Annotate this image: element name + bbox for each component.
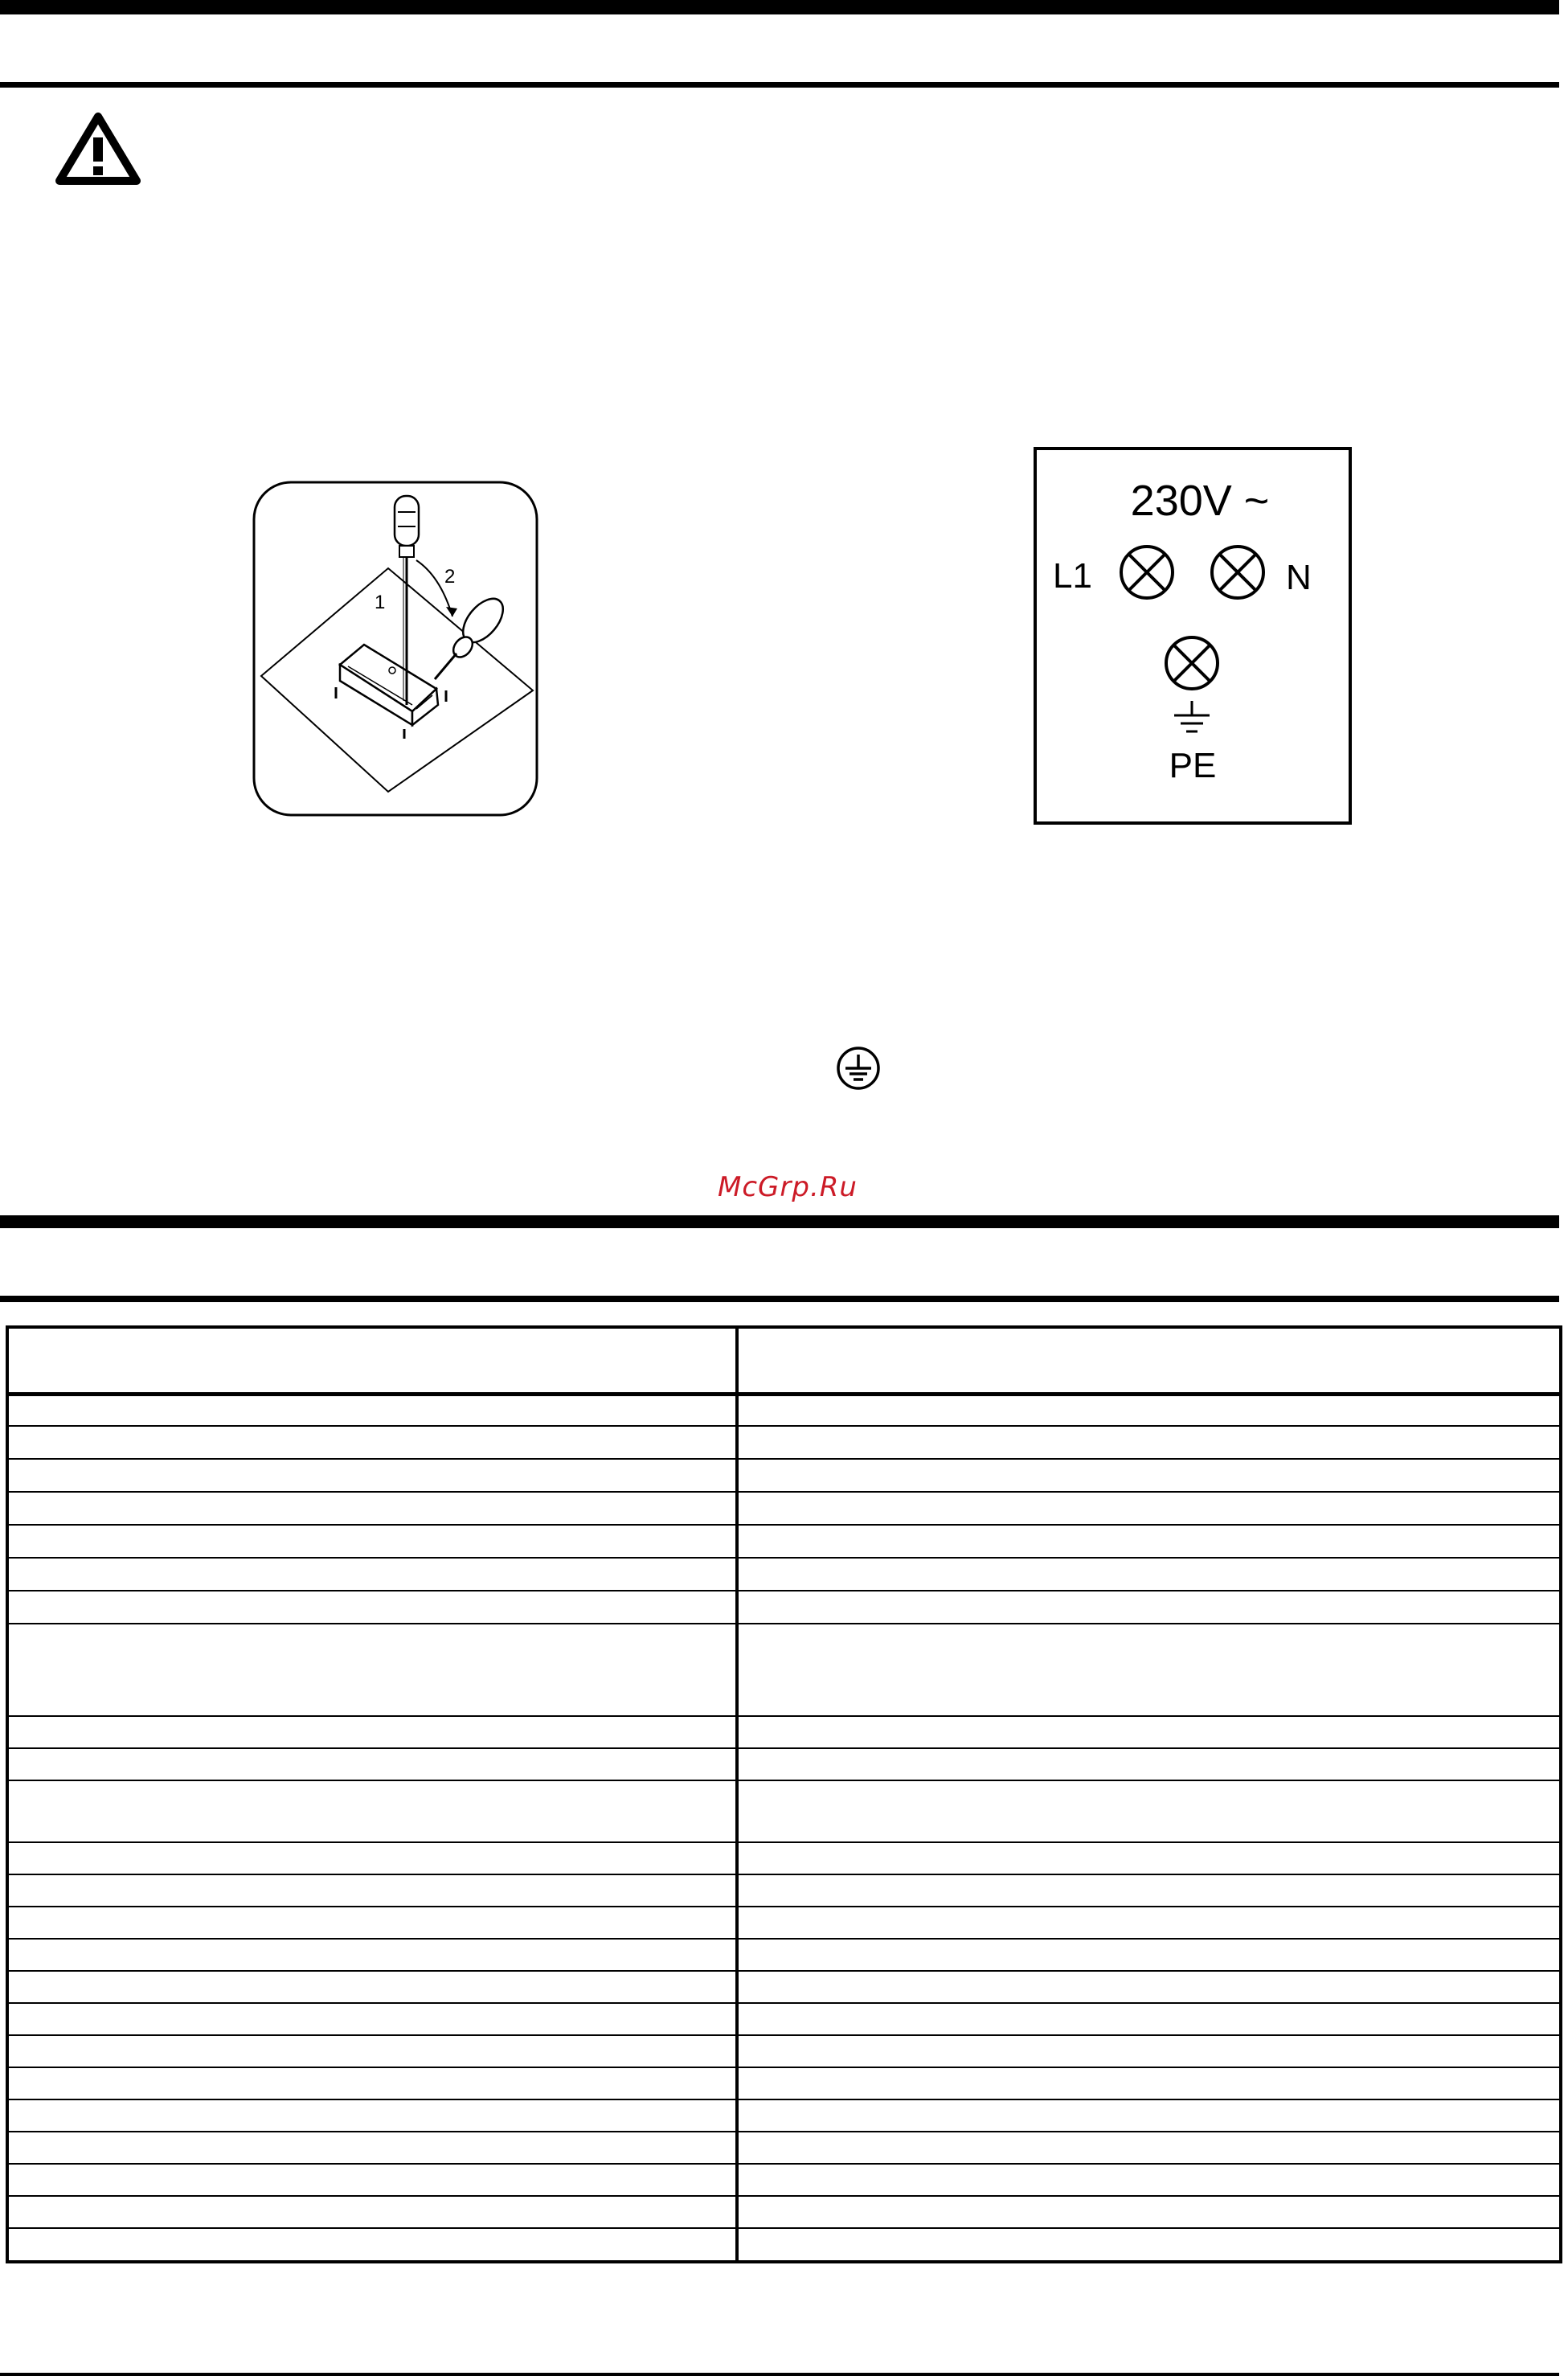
wiring-diagram (1034, 447, 1352, 825)
top-rule (0, 0, 1559, 14)
table-row (9, 2099, 1559, 2131)
table-row (9, 1780, 1559, 1841)
table-row (9, 2163, 1559, 2195)
table-row (9, 1557, 1559, 1590)
table-row (9, 1623, 1559, 1715)
table-row (9, 2227, 1559, 2260)
table-row (9, 1747, 1559, 1780)
table-row (9, 1970, 1559, 2002)
table-row (9, 2002, 1559, 2034)
table-row (9, 2131, 1559, 2163)
table-row (9, 1841, 1559, 1874)
specification-table (6, 1325, 1562, 2263)
neutral-label: N (1286, 558, 1312, 597)
earth-label: PE (1169, 746, 1217, 785)
terminal-n-icon (1209, 543, 1267, 601)
installation-illustration (252, 480, 539, 817)
table-row (9, 1524, 1559, 1557)
earth-symbol-icon (1172, 699, 1212, 736)
footer-rule (0, 2373, 1559, 2376)
table-row (9, 1874, 1559, 1906)
table-row (9, 2067, 1559, 2099)
step-label-1: 1 (375, 592, 386, 613)
table-row (9, 1590, 1559, 1623)
table-row (9, 1458, 1559, 1491)
table-row (9, 1906, 1559, 1938)
section-rule (0, 1215, 1559, 1228)
table-header-row (9, 1329, 1559, 1392)
step-label-2: 2 (444, 566, 456, 588)
protective-earth-icon (835, 1045, 882, 1092)
table-header-rule (0, 1296, 1559, 1302)
terminal-l1-icon (1118, 543, 1176, 601)
warning-triangle-icon (53, 110, 143, 187)
table-row (9, 2195, 1559, 2227)
voltage-label: 230V ~ (1130, 477, 1270, 525)
header-rule (0, 82, 1559, 88)
watermark: McGrp.Ru (718, 1171, 858, 1203)
table-row (9, 1938, 1559, 1970)
table-row (9, 1425, 1559, 1458)
table-row (9, 1392, 1559, 1425)
table-row (9, 1715, 1559, 1747)
table-row (9, 2034, 1559, 2067)
terminal-pe-icon (1163, 634, 1221, 692)
table-row (9, 1491, 1559, 1524)
line-label: L1 (1053, 556, 1092, 596)
